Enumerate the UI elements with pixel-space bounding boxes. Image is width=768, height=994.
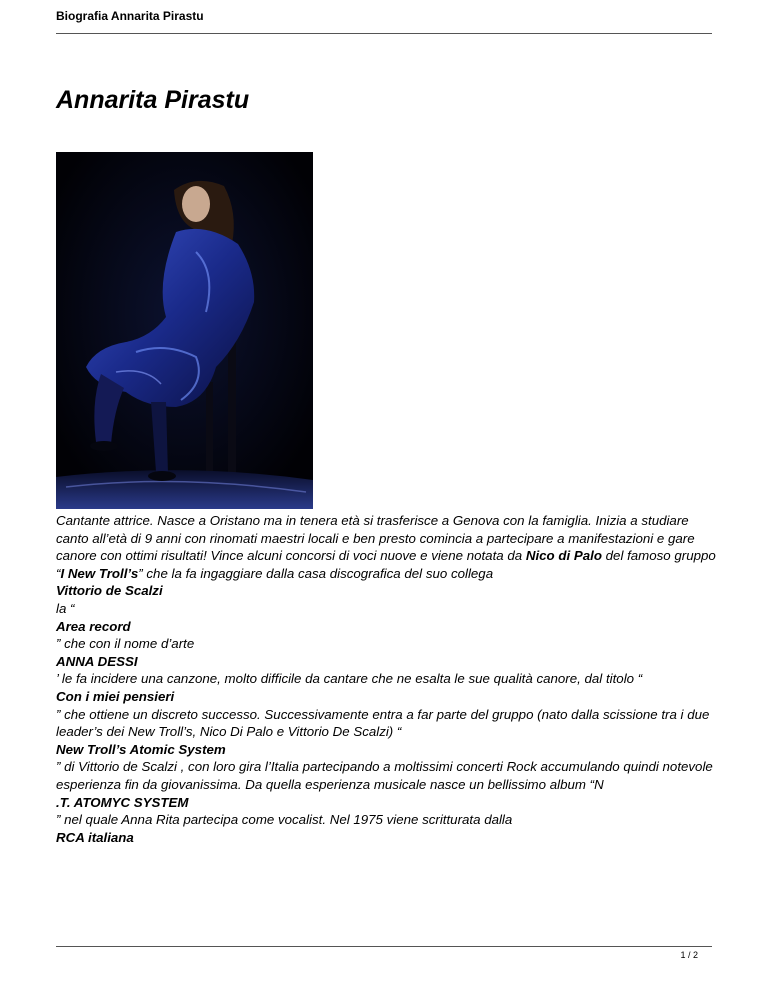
biography-paragraph (56, 758, 716, 793)
stage-photo (56, 152, 313, 509)
biography-paragraph (56, 653, 716, 671)
biography-paragraph (56, 811, 716, 829)
emphasized-name: RCA italiana (56, 829, 134, 845)
biography-paragraph (56, 582, 716, 600)
text-segment: ” che con il nome d’arte (56, 636, 195, 652)
text-segment: Cantante attrice. Nasce a Oristano ma in tenera età si trasferisce a Genova con la famiglia. Inizia a studiare canto all’età di 9 anni con rinomati maestri locali e ben presto comincia a partecipare a manifestazioni e gare canore con ottimi risultati! Vince alcuni concorsi di voci nuove e viene notata da (56, 513, 695, 564)
emphasized-name: New Troll’s Atomic System (56, 741, 226, 757)
emphasized-name: Nico di Palo (525, 548, 602, 564)
text-segment: ” che la fa ingaggiare dalla casa discografica del suo collega (138, 565, 494, 581)
emphasized-name: ANNA DESSI (56, 653, 138, 669)
biography-paragraph (56, 741, 716, 759)
biography-paragraph (56, 618, 716, 636)
emphasized-name: Vittorio de Scalzi (56, 583, 163, 599)
footer-divider (56, 946, 712, 947)
page-number: 1 / 2 (680, 950, 698, 960)
text-segment: ” di Vittorio de Scalzi , con loro gira l’Italia partecipando a moltissimi concerti Rock accumulando quindi notevole esperienza fin da giovanissima. Da quella esperienza musicale nasce un bellissimo album “N (56, 759, 713, 792)
text-segment: del famoso gruppo “ (56, 548, 716, 581)
biography-paragraph (56, 600, 716, 618)
biography-paragraph (56, 706, 716, 741)
biography-paragraph (56, 794, 716, 812)
biography-paragraph (56, 670, 716, 688)
text-segment: ’ le fa incidere una canzone, molto difficile da cantare che ne esalta le sue qualità canore, dal titolo “ (56, 671, 643, 687)
biography-paragraph (56, 829, 716, 847)
text-segment: ” nel quale Anna Rita partecipa come vocalist. Nel 1975 viene scritturata dalla (56, 812, 513, 828)
article-title: Annarita Pirastu (56, 86, 250, 114)
emphasized-name: I New Troll’s (60, 565, 139, 581)
running-header-title: Biografia Annarita Pirastu (56, 9, 204, 23)
stage-photo-icon (56, 152, 313, 509)
text-segment: ” che ottiene un discreto successo. Successivamente entra a far parte del gruppo (nato dalla scissione tra i due leader’s dei New Troll’s, Nico Di Palo e Vittorio De Scalzi) “ (56, 706, 710, 740)
biography-paragraph (56, 688, 716, 706)
emphasized-name: Area record (56, 618, 131, 634)
emphasized-name: .T. ATOMYC SYSTEM (56, 794, 189, 810)
biography-paragraph (56, 635, 716, 653)
text-segment: la “ (56, 600, 75, 616)
header-divider (56, 33, 712, 34)
emphasized-name: Con i miei pensieri (56, 688, 175, 704)
biography-paragraph (56, 512, 716, 582)
biography-text (56, 512, 716, 846)
